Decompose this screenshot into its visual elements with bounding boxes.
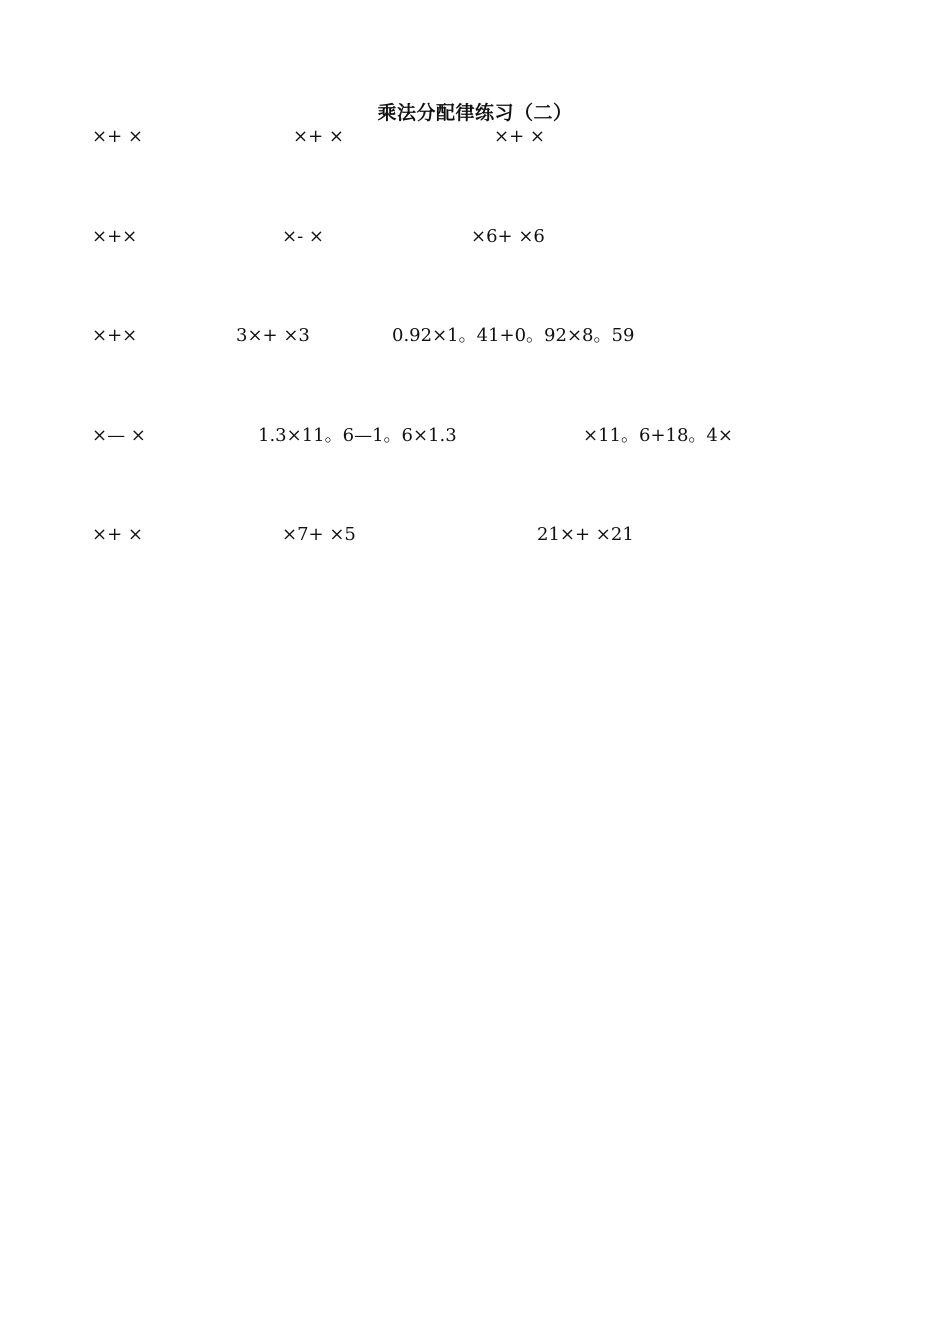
problem-expression: ×+ × bbox=[92, 126, 143, 147]
problem-row-3 bbox=[0, 323, 950, 349]
problem-expression: 3×+ ×3 bbox=[236, 325, 310, 346]
problem-expression: ×+× bbox=[92, 226, 138, 247]
problem-expression: ×7+ ×5 bbox=[282, 524, 356, 545]
problem-expression: ×— × bbox=[92, 425, 146, 446]
problem-row-1 bbox=[0, 124, 950, 150]
problem-expression: ×6+ ×6 bbox=[471, 226, 545, 247]
problem-row-5 bbox=[0, 522, 950, 548]
problem-expression: ×+ × bbox=[494, 126, 545, 147]
problem-expression: ×- × bbox=[282, 226, 324, 247]
problem-expression: ×+× bbox=[92, 325, 138, 346]
problem-expression: ×11。6+18。4× bbox=[583, 425, 733, 446]
problem-expression: ×+ × bbox=[293, 126, 344, 147]
problem-expression: 1.3×11。6—1。6×1.3 bbox=[258, 425, 457, 446]
problem-row-2 bbox=[0, 224, 950, 250]
problem-expression: 21×+ ×21 bbox=[537, 524, 634, 545]
worksheet-title: 乘法分配律练习（二） bbox=[377, 102, 573, 124]
problem-expression: ×+ × bbox=[92, 524, 143, 545]
problem-expression: 0.92×1。41+0。92×8。59 bbox=[392, 325, 635, 346]
problem-row-4 bbox=[0, 423, 950, 449]
